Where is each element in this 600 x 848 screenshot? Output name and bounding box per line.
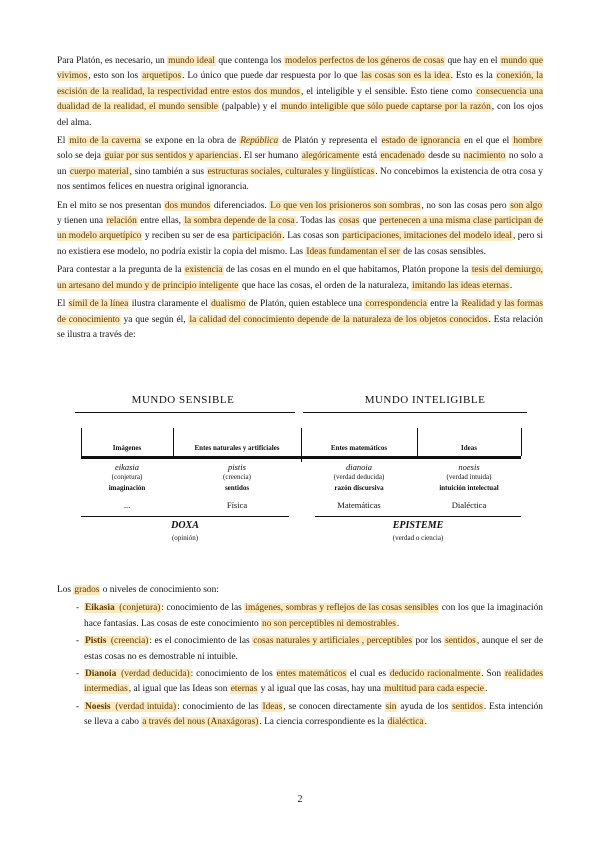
noesis-faculty: intuición intelectual	[439, 484, 499, 492]
highlight: alegóricamente	[301, 151, 359, 162]
highlight: eternas	[230, 684, 258, 695]
highlight: hombre	[513, 136, 542, 147]
list-item-pistis	[57, 634, 543, 665]
highlight: dualismo	[211, 299, 246, 310]
highlight: estado de ignorancia	[381, 136, 461, 147]
text: de las cosas en el mundo en el que habitamos, Platón propone la	[223, 265, 471, 276]
noesis-translation: (verdad intuida)	[446, 473, 492, 481]
noesis-label: noesis	[458, 462, 480, 472]
text: diferenciados.	[211, 200, 270, 211]
text: : conocimiento de los	[190, 669, 276, 680]
highlight: a través del nous (Anaxágoras)	[142, 717, 259, 728]
highlight: Ideas fundamentan el ser	[306, 246, 400, 257]
highlight-title: República	[240, 136, 279, 147]
highlight: Ideas	[262, 701, 283, 712]
divider-line	[315, 516, 521, 517]
highlight: Realidad y las formas de conocimiento	[57, 299, 543, 325]
text: se expone en la obra de	[141, 136, 240, 147]
highlight: la calidad del conocimiento depende de la naturaleza de los objetos conocidos	[189, 314, 488, 325]
text: Los	[57, 585, 74, 595]
paragraph-demiurge	[57, 263, 543, 294]
text: .	[509, 280, 513, 291]
highlight: símil de la línea	[68, 299, 129, 310]
highlight: encadenado	[380, 151, 425, 162]
tick-line	[521, 428, 522, 456]
highlight: cosas naturales y artificiales , perceptibles	[253, 636, 412, 647]
highlight: (verdad intuida)	[112, 701, 177, 712]
highlight: imágenes, sombras y reflejos de las cosas sensibles	[245, 603, 439, 614]
text: , se conocen directamente	[283, 701, 385, 712]
bullet-dash: -	[76, 636, 80, 647]
highlight: guiar por sus sentidos y apariencias	[104, 151, 239, 162]
highlight: relación	[106, 216, 137, 227]
intelligible-world-heading: MUNDO INTELIGIBLE	[364, 394, 486, 406]
text: .	[424, 717, 427, 728]
knowledge-levels-list	[57, 601, 543, 730]
text: .	[396, 618, 400, 629]
highlight: cosas	[338, 216, 360, 227]
highlight: sin	[385, 701, 397, 712]
doxa-label: DOXA	[171, 520, 199, 531]
text: , al igual que las Ideas son	[128, 684, 230, 695]
text: (palpable) y el	[218, 102, 281, 113]
episteme-translation: (verdad o ciencia)	[392, 534, 444, 542]
highlight: participación	[232, 231, 282, 242]
highlight: deducido racionalmente	[389, 669, 481, 680]
highlight: existencia	[185, 265, 223, 276]
highlight: la sombra depende de la cosa	[184, 216, 295, 227]
term: Noesis	[85, 701, 111, 712]
text: . La ciencia correspondiente es la	[259, 717, 387, 728]
highlight: dialéctica	[387, 717, 424, 728]
text: , no son las cosas pero	[421, 200, 510, 211]
text: , sino también a sus	[129, 166, 207, 177]
highlight: (verdad deducida)	[118, 669, 190, 680]
pistis-science: Física	[226, 500, 248, 510]
pistis-label: pistis	[228, 462, 246, 472]
pistis-faculty: sentidos	[224, 484, 250, 492]
highlight: sentidos	[445, 636, 476, 647]
text: desde su	[425, 151, 463, 162]
text: El	[57, 299, 68, 310]
sensible-world-heading: MUNDO SENSIBLE	[131, 394, 235, 406]
text: está	[359, 151, 380, 162]
text: de Platón y representa el	[279, 136, 381, 147]
paragraph-two-worlds	[57, 199, 543, 261]
text: y tienen una	[57, 216, 106, 227]
highlight: estructuras sociales, culturales y lingüísticas	[207, 166, 375, 177]
highlight: participaciones, imitaciones del modelo ideal	[342, 231, 512, 242]
divider-line	[75, 412, 295, 413]
bullet-dash: -	[76, 701, 80, 712]
highlight: cuerpo material	[69, 166, 129, 177]
text: , el inteligible y el sensible. Esto tiene como	[300, 86, 476, 97]
highlight: nacimiento	[463, 151, 506, 162]
highlight: mundo inteligible que sólo puede captarse por la razón	[281, 102, 491, 113]
col-head-images: Imágenes	[112, 444, 142, 452]
highlight: mito de la caverna	[69, 136, 141, 147]
highlight: sentidos	[452, 701, 483, 712]
text: , con los ojos del alma.	[57, 102, 543, 128]
paragraph-dualism	[57, 54, 543, 131]
col-head-ideas: Ideas	[461, 444, 477, 452]
divider-line	[303, 412, 527, 413]
text: que hay en el	[444, 56, 500, 66]
text: ya que según él,	[120, 314, 189, 325]
highlight: consecuencia una dualidad de la realidad, el mundo sensible	[57, 86, 543, 113]
grades-intro	[57, 583, 543, 598]
list-item-noesis	[57, 700, 543, 731]
list-item-eikasia	[57, 601, 543, 632]
text: de Platón, quien establece una	[246, 299, 365, 310]
dianoia-translation: (verdad deducida)	[333, 473, 385, 481]
text: , pero si no existiera ese modelo, no podría existir la copia del mismo. Las	[57, 231, 543, 257]
dianoia-faculty: razón discursiva	[334, 484, 384, 492]
text: . Todas las	[295, 216, 338, 227]
highlight: modelos perfectos de los géneros de cosas	[285, 56, 444, 66]
highlight: no son perceptibles ni demostrables	[262, 618, 396, 629]
text: , aunque el ser de estas cosas no es demostrable ni intuible.	[84, 636, 544, 662]
dianoia-label: dianoia	[346, 462, 372, 472]
document-body	[57, 54, 543, 346]
highlight: pertenecen a una misma clase participan de un modelo arquetípico	[57, 216, 544, 242]
highlight: arquetipos	[142, 71, 182, 82]
text: que contenga los	[215, 56, 285, 66]
highlight: grados	[74, 585, 100, 595]
highlight: (conjetura)	[116, 603, 161, 614]
pistis-translation: (creencia)	[223, 473, 251, 481]
text: . El ser humano	[239, 151, 301, 162]
highlight: correspondencia	[365, 299, 427, 310]
highlight: conexión, la escisión de la realidad, la respectividad entre estos dos mundos	[57, 71, 543, 97]
eikasia-science: ...	[123, 500, 131, 510]
highlight: tesis del demiurgo, un artesano del mundo y de principio inteligente	[57, 265, 543, 291]
text: el cual es	[347, 669, 389, 680]
text: El	[57, 136, 69, 147]
text: que	[360, 216, 379, 227]
dianoia-science: Matemáticas	[337, 500, 381, 510]
highlight: son algo	[510, 200, 543, 211]
highlight: dos mundos	[164, 200, 211, 211]
text: y reciben su ser de esa	[142, 231, 232, 242]
text: . Las cosas son	[282, 231, 342, 242]
text: solo se deja	[57, 151, 104, 162]
text: Para Platón, es necesario, un	[57, 56, 168, 66]
bullet-dash: -	[76, 669, 80, 680]
doxa-translation: (opinión)	[171, 534, 199, 542]
highlight: Lo que ven los prisioneros son sombras	[270, 200, 421, 211]
paragraph-cave-myth	[57, 134, 543, 196]
highlight: entes matemáticos	[276, 669, 347, 680]
eikasia-translation: (conjetura)	[111, 473, 143, 481]
col-head-math-entities: Entes matemáticos	[330, 444, 388, 452]
knowledge-levels-section	[57, 583, 543, 733]
highlight: mundo que vivimos	[57, 56, 543, 82]
text: : es el conocimiento de las	[149, 636, 253, 647]
eikasia-label: eikasia	[114, 462, 140, 472]
text: entre ellas,	[137, 216, 184, 227]
text: y al igual que las cosas, hay una	[258, 684, 384, 695]
noesis-science: Dialéctica	[451, 500, 487, 510]
text: de las cosas sensibles.	[400, 246, 486, 257]
text: ayuda de los	[397, 701, 452, 712]
text: por los	[412, 636, 445, 647]
highlight: realidades intermedias	[84, 669, 543, 695]
text: . Esto es la	[450, 71, 496, 82]
text: no solo a un	[57, 151, 543, 177]
highlight: mundo ideal	[168, 56, 215, 66]
text: , esto son los	[88, 71, 142, 82]
text: . Esta relación se ilustra a través de:	[57, 314, 543, 340]
episteme-label: EPISTEME	[392, 520, 444, 531]
text: ilustra claramente el	[129, 299, 211, 310]
eikasia-faculty: imaginación	[108, 484, 146, 492]
text: Para contestar a la pregunta de la	[57, 265, 185, 276]
paragraph-line-simile	[57, 297, 543, 343]
text: que hace las cosas, el orden de la naturaleza,	[239, 280, 412, 291]
highlight: imitando las ideas eternas	[412, 280, 509, 291]
page-number: 2	[297, 794, 303, 805]
term: Pistis	[85, 636, 107, 647]
text: . Esta intención se lleva a cabo	[84, 701, 543, 728]
text: con los que la imaginación hace fantasías. Las cosas de este conocimiento	[84, 603, 543, 629]
bullet-dash: -	[76, 603, 80, 614]
text: entre la	[427, 299, 461, 310]
text: . Lo único que puede dar respuesta por lo que	[182, 71, 361, 82]
divided-line-diagram	[75, 392, 527, 550]
term: Eikasia	[85, 603, 115, 614]
highlight: las cosas son es la idea	[361, 71, 450, 82]
text: : conocimiento de las	[161, 603, 245, 614]
text: en el que el	[461, 136, 513, 147]
text: En el mito se nos presentan	[57, 200, 164, 211]
text: . No concebimos la existencia de otra cosa y nos sentimos felices en nuestra original ignorancia.	[57, 166, 543, 193]
highlight: multitud para cada especie	[384, 684, 484, 695]
highlight: (creencia)	[108, 636, 149, 647]
col-head-natural-entities: Entes naturales y artificiales	[194, 444, 280, 452]
thick-divided-line	[81, 456, 521, 459]
term: Dianoia	[85, 669, 117, 680]
text: . Son	[481, 669, 504, 680]
list-item-dianoia	[57, 667, 543, 698]
divider-line	[81, 516, 289, 517]
text: o niveles de conocimiento son:	[100, 585, 219, 595]
text: : conocimiento de las	[177, 701, 262, 712]
text: .	[484, 684, 488, 695]
